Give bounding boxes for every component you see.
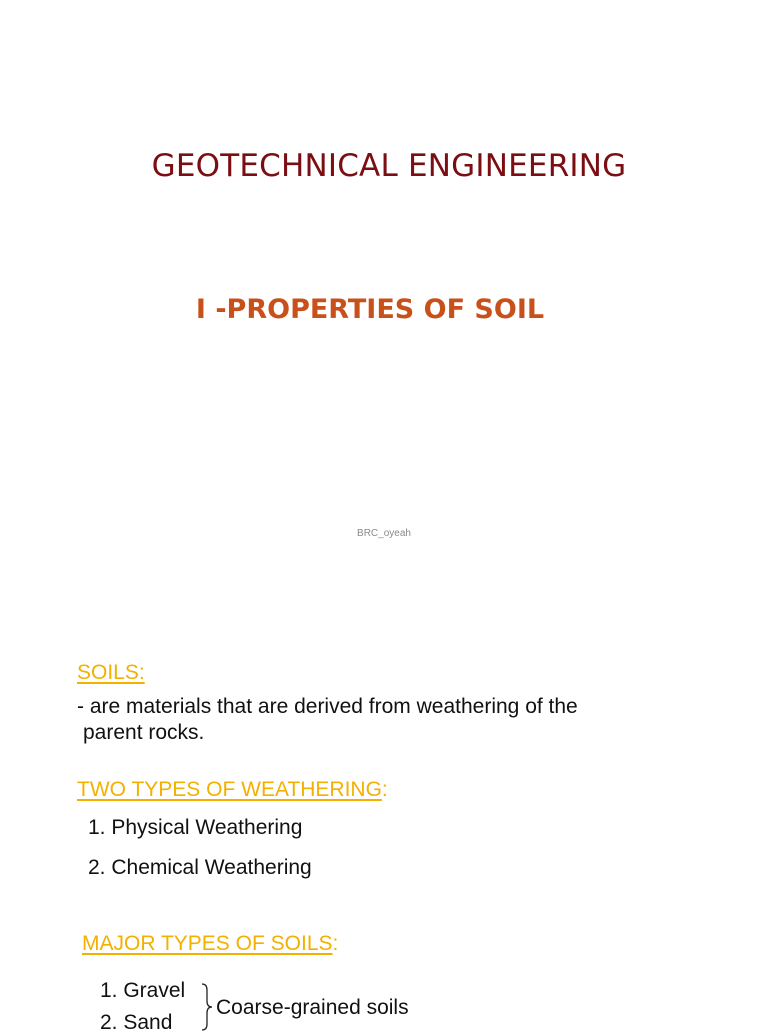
weathering-item-chemical: 2. Chemical Weathering: [88, 856, 312, 879]
soils-definition-line-2: parent rocks.: [83, 721, 205, 744]
weathering-heading-colon: :: [381, 778, 388, 801]
soil-types-heading: [82, 932, 338, 956]
document-subtitle: I -PROPERTIES OF SOIL: [195, 294, 545, 325]
right-brace-icon: [200, 982, 214, 1032]
weathering-heading: [77, 778, 388, 802]
weathering-heading-text: TWO TYPES OF WEATHERING: [77, 778, 382, 801]
soil-types-heading-text: MAJOR TYPES OF SOILS: [82, 932, 333, 955]
soil-type-sand: 2. Sand: [100, 1011, 173, 1034]
coarse-grained-label: Coarse-grained soils: [216, 996, 409, 1019]
soils-heading-text: SOILS:: [77, 661, 145, 684]
document-title: GEOTECHNICAL ENGINEERING: [151, 148, 627, 184]
weathering-item-physical: 1. Physical Weathering: [88, 816, 303, 839]
slide-footer: BRC_oyeah: [357, 528, 411, 539]
soils-definition-line-1: - are materials that are derived from weathering of the: [77, 695, 578, 718]
soil-type-gravel: 1. Gravel: [100, 979, 186, 1002]
soils-heading: [77, 661, 145, 685]
soils-definition: [77, 694, 578, 746]
soil-types-heading-colon: :: [332, 932, 339, 955]
